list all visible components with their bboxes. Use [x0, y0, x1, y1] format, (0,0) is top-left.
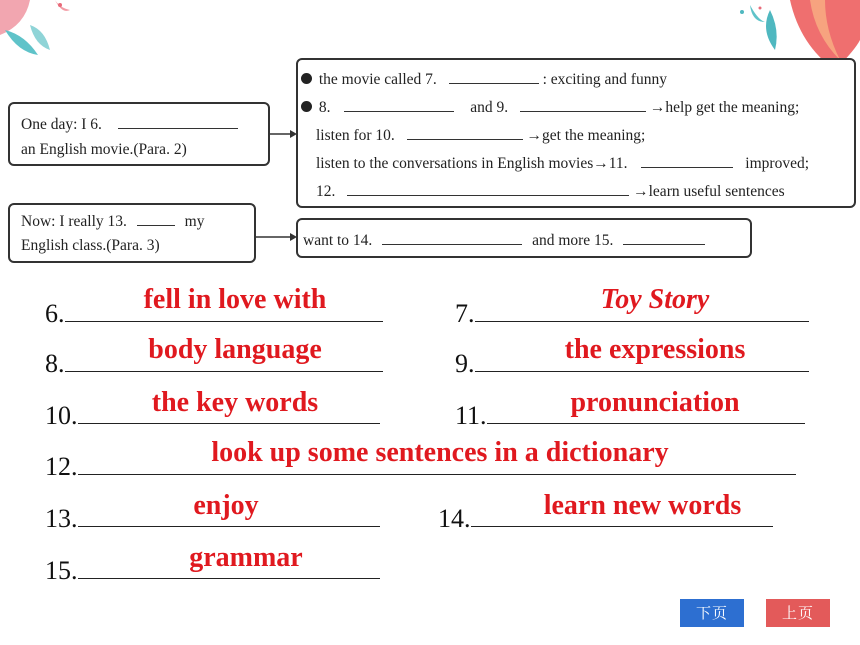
- question-number: 11.: [455, 401, 487, 430]
- blank-8: [344, 96, 454, 112]
- left-box-2-line2: English class.(Para. 3): [21, 237, 160, 254]
- answer-14: learn new words: [543, 490, 742, 521]
- right-box-row1-a: the movie called 7.: [318, 71, 437, 88]
- question-number: 7.: [455, 299, 475, 328]
- right-box-row5-b: →learn useful sentences: [633, 183, 785, 200]
- question-number: 13.: [45, 504, 78, 533]
- right-box-row3-b: →get the meaning;: [526, 127, 646, 144]
- bullet-icon: [301, 73, 312, 84]
- left-box-one-day: [8, 102, 270, 166]
- question-number: 6.: [45, 299, 65, 328]
- right-box-2-text-a: want to 14.: [303, 232, 373, 249]
- arrow-right-icon: [256, 232, 298, 242]
- answer-7: Toy Story: [600, 284, 710, 315]
- question-number: 12.: [45, 452, 78, 481]
- right-box-row4-b: improved;: [745, 155, 810, 172]
- question-number: 10.: [45, 401, 78, 430]
- bullet-icon: [301, 101, 312, 112]
- left-box-now: [8, 203, 256, 263]
- left-box-2-line1: Now: I really 13.: [21, 213, 127, 230]
- question-number: 9.: [455, 349, 475, 378]
- blank-13: [137, 210, 175, 226]
- answer-11: pronunciation: [570, 387, 740, 418]
- right-box-row2-b: and 9.: [470, 99, 509, 116]
- left-box-2-line1-end: my: [184, 213, 205, 230]
- arrow-right-icon: [270, 129, 298, 139]
- right-box-row4-a: listen to the conversations in English movies→11.: [316, 155, 628, 172]
- answer-15: grammar: [189, 542, 303, 573]
- answer-12: look up some sentences in a dictionary: [211, 437, 669, 468]
- answer-9: the expressions: [564, 334, 746, 365]
- left-box-1-line1: One day: I 6.: [21, 116, 102, 133]
- blank-12: [347, 180, 629, 196]
- right-box-row2-a: 8.: [318, 99, 331, 116]
- prev-page-button[interactable]: 上页: [766, 599, 830, 627]
- blank-9: [520, 96, 646, 112]
- right-box-details: [296, 58, 856, 208]
- blank-10: [407, 124, 523, 140]
- left-box-1-line2: an English movie.(Para. 2): [21, 141, 187, 158]
- blank-15: [623, 229, 705, 245]
- right-box-2-text-b: and more 15.: [532, 232, 614, 249]
- blank-6: [118, 113, 238, 129]
- blank-14: [382, 229, 522, 245]
- answer-13: enjoy: [193, 490, 259, 521]
- question-number: 14.: [438, 504, 471, 533]
- right-box-row1-b: : exciting and funny: [542, 71, 667, 88]
- right-box-row5-a: 12.: [316, 183, 336, 200]
- answer-6: fell in love with: [143, 284, 327, 315]
- right-box-row3-a: listen for 10.: [316, 127, 395, 144]
- blank-11: [641, 152, 733, 168]
- answer-8: body language: [148, 334, 322, 365]
- question-number: 8.: [45, 349, 65, 378]
- right-box-want: [296, 218, 752, 258]
- blank-7: [449, 68, 539, 84]
- next-page-button[interactable]: 下页: [680, 599, 744, 627]
- right-box-row2-c: →help get the meaning;: [649, 99, 800, 116]
- answer-10: the key words: [151, 387, 319, 418]
- decorative-leaves-top-left: [0, 0, 90, 60]
- question-number: 15.: [45, 556, 78, 585]
